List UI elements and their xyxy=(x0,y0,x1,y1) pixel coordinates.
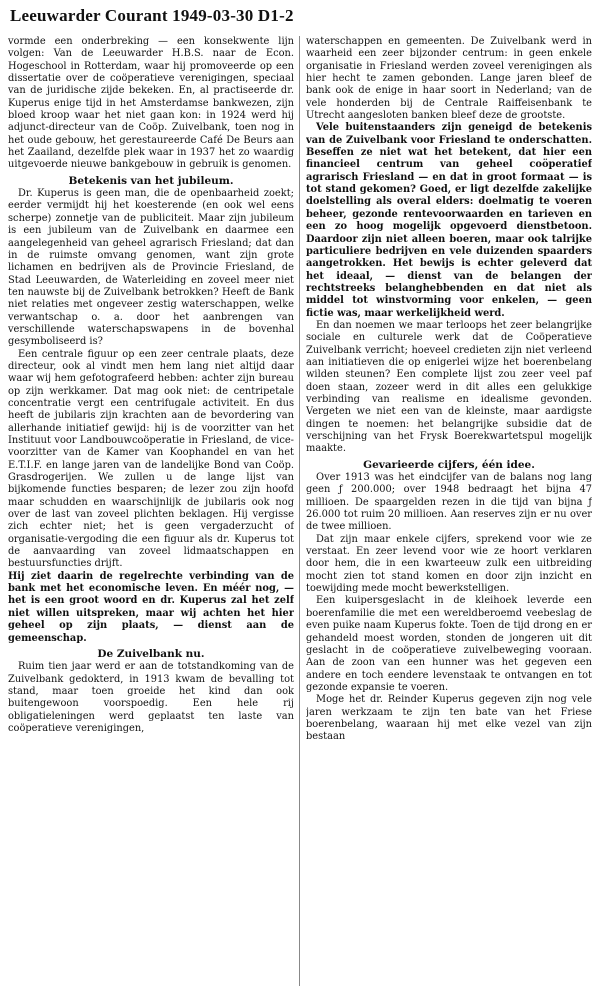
article-paragraph: Over 1913 was het eindcijfer van de balans nog lang geen ƒ 200.000; over 1948 bedraagt het bijna 47 millioen. De spaargelden rezen in die tijd van bijna ƒ 26.000 tot ruim 20 millioen. Aan reserves zijn er nu over de twee millioen. xyxy=(306,472,592,533)
article-paragraph: Een kuipersgeslacht in de kleihoek leverde een boerenfamilie die met een wereldberoemd veebeslag de even puike naam Kuperus fokte. Toen de tijd drong en er gehandeld moest worden, stonden de jongeren uit dit geslacht in de coöperatieve zuivelbeweging vooraan. Aan de zoon van een hunner was het gegeven een andere en toch eendere levenstaak te ontvangen en tot gezonde expansie te voeren. xyxy=(306,595,592,693)
section-heading-zuivelbank-nu: De Zuivelbank nu. xyxy=(97,647,205,660)
article-paragraph: Een centrale figuur op een zeer centrale plaats, deze directeur, ook al vindt men hem lang niet altijd daar waar wij hem gefotografeerd hebben: achter zijn bureau op zijn werkkamer. Dat mag ook niet: de centripetale concentratie vergt een centrifugale activiteit. En dus heeft de jubilaris zijn krachten aan de bevordering van allerhande initiatief gewijd: hij is de voorzitter van het Instituut voor Landbouwcoöperatie in Friesland, de vice-voorzitter van de Kamer van Koophandel en van het E.T.I.F. en lange jaren van de landelijke Bond van Coöp. Grasdrogerijen. We zullen u de lange lijst van bijkomende functies besparen; de lezer zou zijn hoofd maar schudden en waarschijnlijk de jubilaris ook nog over de last van zoveel plichten beklagen. Hij vergisse zich echter niet; het is geen vergaderzucht of organisatie-vergoding die een figuur als dr. Kuperus tot de aanvaarding van zoveel lidmaatschappen en bestuursfuncties drijft. xyxy=(8,348,294,570)
right-column xyxy=(306,36,592,986)
left-column xyxy=(8,36,294,986)
article-paragraph: Vele buitenstaanders zijn geneigd de betekenis van de Zuivelbank voor Friesland te onderschatten. Beseffen ze niet wat het betekent, dat hier een financieel centrum van geheel coöperatief agrarisch Friesland — en dat in groot formaat — is tot stand gekomen? Goed, er ligt dezelfde zakelijke doelstelling als overal elders: doelmatig te voeren beheer, gezonde rentevoorwaarden en tarieven en een zo hoog mogelijk opgevoerd dienstbetoon. Daardoor zijn niet alleen boeren, maar ook talrijke particuliere bedrijven en vele duizenden spaarders aangetrokken. Het bewijs is echter geleverd dat het ideaal, — dienst van de belangen der rechtstreeks belanghebbenden en dat niet als middel tot winstvorming voor enkelen, — geen fictie was, maar werkelijkheid werd. xyxy=(306,122,592,319)
article-paragraph: Dr. Kuperus is geen man, die de openbaarheid zoekt; eerder vermijdt hij het koesterende (en ook wel eens scherpe) zonnetje van de publiciteit. Maar zijn jubileum is een jubileum van de Zuivelbank en daarmee een aangelegenheid van geheel agrarisch Friesland; dat dan in de ruimste omvang genomen, want zijn grote lichamen en bedrijven als de Provincie Friesland, de Stad Leeuwarden, de Waterleiding en zoveel meer niet ten nauwste bij de Zuivelbank betrokken? Heeft de Bank niet relaties met ongeveer zestig waterschappen, welke verwantschap o. a. door het aanbrengen van verschillende waterschapswapens in de bovenhal gesymboliseerd is? xyxy=(8,188,294,348)
article-paragraph: Moge het dr. Reinder Kuperus gegeven zijn nog vele jaren werkzaam te zijn ten bate van het Friese boerenbelang, waaraan hij met elke vezel van zijn bestaan xyxy=(306,694,592,743)
article-paragraph: En dan noemen we maar terloops het zeer belangrijke sociale en culturele werk dat de Coöperatieve Zuivelbank verricht; hoeveel credieten zijn niet verleend aan initiatieven die op enigerlei wijze het boerenbelang wilden steunen? Een complete lijst zou zeer veel paf doen staan, zozeer werd in dit alles een gelukkige verbinding van realisme en idealisme gevonden. Vergeten we niet een van de kleinste, maar aardigste dingen te noemen: het belangrijke subsidie dat de verschijning van het Frysk Boerekwartetspul mogelijk maakte. xyxy=(306,319,592,455)
section-heading-betekenis: Betekenis van het jubileum. xyxy=(68,174,234,187)
article-paragraph: Ruim tien jaar werd er aan de totstandkoming van de Zuivelbank gedokterd, in 1913 kwam de bevalling tot stand, maar toen groeide het kind dan ook buitengewoon voorspoedig. Een hele rij obligatieleningen werd geplaatst ten laste van coöperatieve verenigingen, xyxy=(8,661,294,734)
article-paragraph: Dat zijn maar enkele cijfers, sprekend voor wie ze verstaat. En zeer levend voor wie ze hoort verklaren door hem, die in een kwarteeuw zulk een uitbreiding mocht zien tot stand komen en door zijn inzicht en toewijding mede mocht bewerkstelligen. xyxy=(306,533,592,595)
article-paragraph: vormde een onderbreking — een konsekwente lijn volgen: Van de Leeuwarder H.B.S. naar de Econ. Hogeschool in Rotterdam, waar hij promoveerde op een dissertatie over de coöperatieve verenigingen, speciaal van de juridische zijde bekeken. En, al practiseerde dr. Kuperus enige tijd in het Amsterdamse bankwezen, zijn bloed kroop waar het niet gaan kon: in 1924 werd hij adjunct-directeur van de Coöp. Zuivelbank, toen nog in het oude gebouw, het gerestaureerde Café De Beurs aan het Zaailand, dezelfde plek waar in 1937 het zo waardig uitgevoerde nieuwe bankgebouw in gebruik is genomen. xyxy=(8,36,294,171)
section-heading-cijfers: Gevarieerde cijfers, één idee. xyxy=(363,458,535,471)
column-divider xyxy=(299,36,300,986)
article-paragraph: waterschappen en gemeenten. De Zuivelbank werd in waarheid een zeer bijzonder centrum: in geen enkele organisatie in Friesland werden zoveel verenigingen als hier hecht te zamen gebonden. Lange jaren bleef de bank ook de enige in haar soort in Nederland; van de vele honderden bij de Centrale Raiffeisenbank te Utrecht aangesloten banken bleef deze de grootste. xyxy=(306,36,592,122)
masthead: Leeuwarder Courant 1949-03-30 D1-2 xyxy=(10,6,294,25)
article-paragraph-bold: Hij ziet daarin de regelrechte verbinding van de bank met het economische leven. En méér nog, — het is een groot woord en dr. Kuperus zal het zelf niet willen uitspreken, maar wij achten het hier geheel op zijn plaats, — dienst aan de gemeenschap. xyxy=(8,570,294,644)
